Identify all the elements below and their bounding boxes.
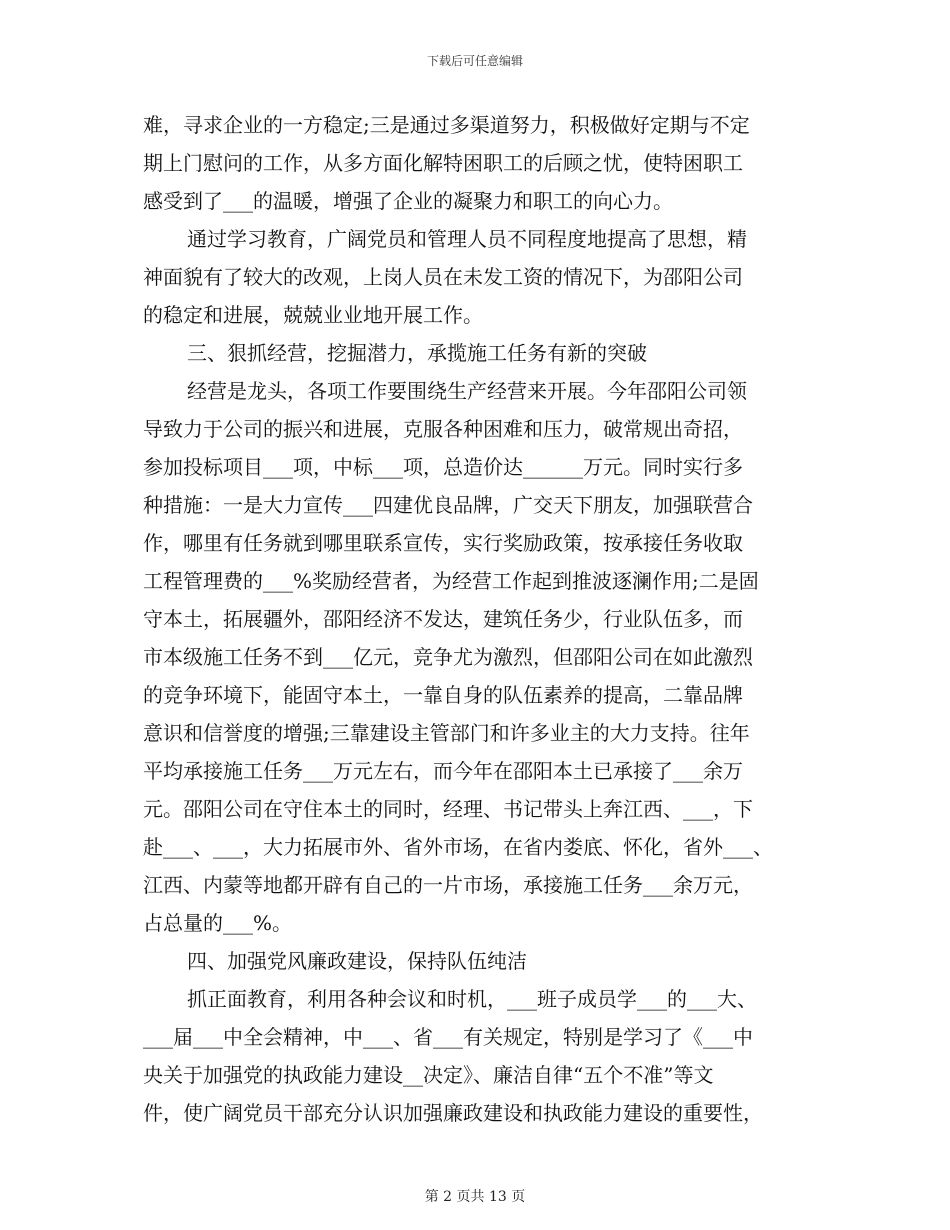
text-line: 市本级施工任务不到___亿元，竞争尤为激烈，但邵阳公司在如此激烈 bbox=[143, 645, 753, 669]
text-line: 江西、内蒙等地都开辟有自己的一片市场，承接施工任务___余万元， bbox=[143, 873, 753, 897]
text-line: 央关于加强党的执政能力建设__决定》、廉洁自律“五个不准”等文 bbox=[143, 1063, 714, 1087]
text-line: 神面貌有了较大的改观，上岗人员在未发工资的情况下，为邵阳公司 bbox=[143, 265, 743, 289]
text-line: 四、加强党风廉政建设，保持队伍纯洁 bbox=[187, 949, 527, 973]
text-line: 种措施：一是大力宣传___四建优良品牌，广交天下朋友，加强联营合 bbox=[143, 493, 753, 517]
text-line: 抓正面教育，利用各种会议和时机，___班子成员学___的___大、 bbox=[187, 987, 757, 1011]
text-line: 作，哪里有任务就到哪里联系宣传，实行奖励政策，按承接任务收取 bbox=[143, 531, 743, 555]
text-line: 平均承接施工任务___万元左右，而今年在邵阳本土已承接了___余万 bbox=[143, 759, 743, 783]
text-line: 的竞争环境下，能固守本土，一靠自身的队伍素养的提高，二靠品牌 bbox=[143, 683, 743, 707]
text-line: 导致力于公司的振兴和进展，克服各种困难和压力，破常规出奇招， bbox=[143, 417, 743, 441]
text-line: 感受到了___的温暖，增强了企业的凝聚力和职工的向心力。 bbox=[143, 189, 673, 213]
page-footer: 第 2 页共 13 页 bbox=[424, 1189, 526, 1205]
text-line: 通过学习教育，广阔党员和管理人员不同程度地提高了思想，精 bbox=[187, 227, 747, 251]
document-body bbox=[143, 106, 815, 1132]
text-line: 的稳定和进展，兢兢业业地开展工作。 bbox=[143, 303, 483, 327]
text-line: 参加投标项目___项，中标___项，总造价达______万元。同时实行多 bbox=[143, 455, 743, 479]
text-line: 期上门慰问的工作，从多方面化解特困职工的后顾之忧，使特困职工 bbox=[143, 151, 743, 175]
text-line: 经营是龙头，各项工作要围绕生产经营来开展。今年邵阳公司领 bbox=[187, 379, 747, 403]
page-header: 下载后可任意编辑 bbox=[426, 54, 523, 68]
text-line: ___届___中全会精神，中___、省___有关规定，特别是学习了《___中 bbox=[143, 1025, 753, 1049]
text-line: 工程管理费的___%奖励经营者，为经营工作起到推波逐澜作用;二是固 bbox=[143, 569, 759, 593]
text-line: 意识和信誉度的增强;三靠建设主管部门和许多业主的大力支持。往年 bbox=[143, 721, 750, 745]
text-line: 赴___、___，大力拓展市外、省外市场，在省内娄底、怀化，省外___、 bbox=[143, 835, 773, 859]
text-line: 三、狠抓经营，挖掘潜力，承揽施工任务有新的突破 bbox=[187, 341, 647, 365]
text-line: 守本土，拓展疆外，邵阳经济不发达，建筑任务少，行业队伍多，而 bbox=[143, 607, 743, 631]
text-line: 件，使广阔党员干部充分认识加强廉政建设和执政能力建设的重要性， bbox=[143, 1101, 763, 1125]
text-line: 元。邵阳公司在守住本土的同时，经理、书记带头上奔江西、___，下 bbox=[143, 797, 753, 821]
text-line: 难，寻求企业的一方稳定;三是通过多渠道努力，积极做好定期与不定 bbox=[143, 113, 750, 137]
text-line: 占总量的___%。 bbox=[143, 911, 293, 935]
